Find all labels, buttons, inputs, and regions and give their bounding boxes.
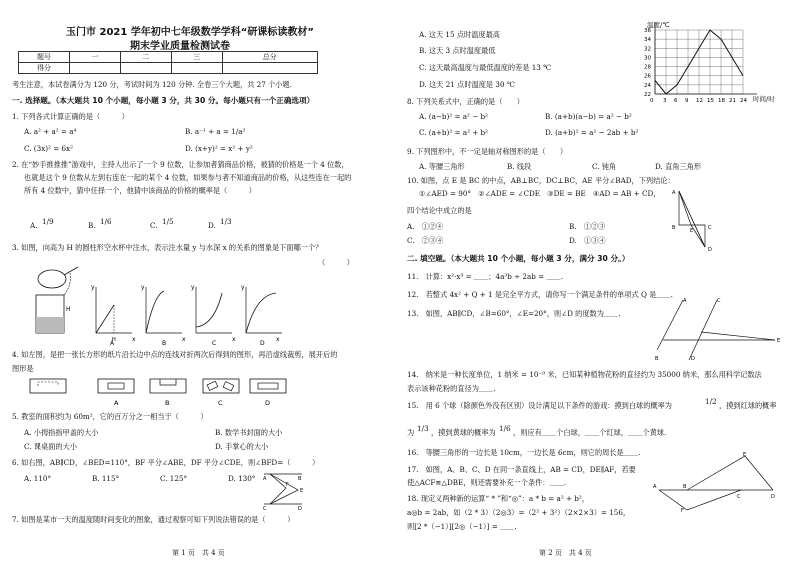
svg-text:D: D — [298, 506, 302, 510]
q5-option-d: D. 手掌心的大小 — [215, 442, 269, 451]
q18-stem-line3: 则[2 *（−1）][2◎（−1）] = ＿＿. — [407, 522, 517, 531]
chart-x-tick-label: 12 — [696, 98, 703, 104]
chart-x-axis-label: 时间/时 — [753, 95, 775, 103]
q6-option-d: D. 130° — [228, 474, 256, 483]
q4-option-a-shape — [98, 379, 134, 407]
q12-stem: 12. 若整式 4x² + Q + 1 是完全平方式，请你写一个满足条件的单项式 Q 是＿＿. — [407, 290, 673, 299]
svg-text:y: y — [191, 284, 195, 291]
chart-y-tick-label: 28 — [644, 64, 651, 71]
q15-stem-line2c: ，则应有＿＿个白球，＿＿个红球，＿＿个黄球. — [513, 428, 667, 437]
chart-x-tick-label: 9 — [685, 98, 689, 104]
q8-option-b: B. (a+b)(a−b) = a² − b² — [545, 112, 632, 121]
section-1-heading: 一. 选择题。（本大题共 10 个小题，每小题 3 分，共 30 分。每小题只有一个正确选项） — [12, 96, 315, 105]
score-table-header: 总分 — [222, 52, 317, 63]
q8-stem: 8. 下列关系式中，正确的是（ ） — [407, 97, 524, 106]
page-footer-left: 第 1 页 共 4 页 — [172, 549, 225, 557]
chart-y-tick-label: 26 — [644, 73, 651, 80]
chart-y-tick-label: 30 — [644, 55, 651, 62]
svg-text:B: B — [672, 225, 676, 231]
q15-stem-tail: ，摸到红球的概率 — [719, 401, 777, 410]
q15-stem-line1: 15. 用 6 个球（除颜色外没有区别）设计满足以下条件的游戏：摸到白球的概率为 — [407, 401, 672, 410]
svg-text:D: D — [708, 247, 712, 253]
q15-stem-line2a: 为 — [407, 428, 415, 437]
svg-text:C: C — [737, 494, 741, 500]
chart-origin-label: 0 — [650, 98, 654, 104]
score-table-header: 二 — [120, 52, 171, 63]
q2-stem-line3: 所有 4 位数中，猜中任择一个，他猜中该商品的价格的概率是（ ） — [24, 186, 256, 195]
svg-text:x: x — [182, 336, 186, 343]
q8-option-c: C. (a+b)² = a² + b² — [419, 128, 489, 137]
q10-stem-line2: ①∠AED = 90° ②∠ADE = ∠CDE ③DE = BE ④AD = AB + CD， — [419, 189, 661, 198]
q3-figure — [14, 265, 284, 345]
svg-text:C: C — [263, 506, 267, 510]
q17-stem-line1: 17. 如图，A、B、C、D 在同一条直线上，AB = CD，DE∥AF，若要 — [407, 465, 636, 474]
q2-option-b-value: 1/6 — [100, 217, 112, 226]
score-cell[interactable] — [171, 63, 222, 74]
page-footer-right: 第 2 页 共 4 页 — [539, 549, 592, 557]
q14-stem-line2: 表示该种花粉的直径为＿＿. — [407, 384, 496, 393]
chart-y-tick-label: 36 — [644, 28, 651, 34]
section-2-heading: 二. 填空题。（本大题共 10 个小题，每小题 3 分，满分 30 分。） — [407, 254, 630, 263]
q3-option-d: D — [260, 340, 265, 345]
svg-text:F: F — [286, 482, 289, 488]
q7-option-a: A. 这天 15 点时温度最高 — [419, 30, 500, 39]
q1-option-b: B. a⁻¹ + a = 1/a² — [185, 127, 246, 136]
kettle-icon — [38, 270, 66, 288]
water-fill — [36, 317, 64, 333]
score-cell[interactable] — [120, 63, 171, 74]
q3-paren: （ ） — [318, 258, 354, 267]
q4-option-d-shape — [250, 379, 286, 407]
q2-option-c-value: 1/5 — [162, 217, 174, 226]
q4-stem-line2: 图形是 — [12, 364, 34, 373]
q17-figure — [651, 450, 781, 512]
q2-option-b-label: B. — [88, 221, 96, 230]
q8-option-d: D. (a+b)² = a² − 2ab + b² — [545, 128, 639, 137]
q15-stem-line2b: ，摸到黄球的概率为 — [431, 428, 496, 437]
q9-option-d: D. 直角三角形 — [655, 162, 702, 171]
exam-title-line1: 玉门市 2021 学年初中七年级数学学科“研课标读教材” — [66, 27, 314, 38]
score-cell[interactable] — [222, 63, 317, 74]
q10-stem-line3: 四个结论中成立的是 — [407, 206, 472, 215]
q4-figure — [28, 375, 288, 410]
q3-graph-c — [191, 284, 236, 345]
q6-option-a: A. 110° — [24, 474, 52, 483]
q4-option-c: C — [218, 399, 223, 407]
q6-option-b: B. 115° — [92, 474, 120, 483]
q9-option-b: B. 线段 — [507, 162, 532, 171]
q15-white-probability: 1/2 — [705, 397, 717, 406]
svg-text:E: E — [777, 338, 781, 344]
q3-graph-b — [141, 284, 186, 345]
q2-option-d-value: 1/3 — [220, 217, 232, 226]
q9-stem: 9. 下列图形中，不一定是轴对称图形的是（ ） — [407, 147, 568, 156]
q18-stem-line1: 18. 现定义两种新的运算“ * ”和“◎”：a * b = a² + b²， — [407, 494, 589, 503]
right-page — [397, 0, 794, 562]
q4-option-c-shape — [203, 379, 239, 407]
score-table-header: 一 — [70, 52, 121, 63]
q18-stem-line2: a◎b = 2ab，如（2 * 3）（2◎3）=（2² + 3²）（2×2×3）= 156， — [407, 508, 631, 517]
q6-stem: 6. 如右图，AB∥CD，∠BED=110°，BF 平分∠ABE，DF 平分∠CDE，则∠BFD=（ ） — [12, 458, 320, 467]
q4-option-a: A — [114, 399, 119, 407]
q3-option-b: B — [162, 340, 167, 345]
q1-option-c: C. (3x)² = 6x² — [24, 144, 74, 153]
svg-text:x: x — [132, 336, 136, 343]
q10-figure — [671, 185, 727, 255]
q15-yellow-probability: 1/6 — [499, 424, 511, 433]
svg-text:A: A — [263, 476, 267, 482]
svg-text:C: C — [708, 225, 712, 231]
svg-text:A: A — [683, 298, 687, 304]
svg-text:E: E — [300, 488, 304, 494]
q5-option-c: C. 课桌面的大小 — [24, 442, 77, 451]
q16-stem: 16. 等腰三角形的一边长是 10cm，一边长是 6cm，则它的周长是＿＿. — [407, 448, 641, 457]
folded-paper — [30, 379, 66, 393]
svg-text:D: D — [771, 494, 775, 500]
q17-stem-line2: 使△ACF≌△DBE，则还需要补充一个条件：＿＿. — [407, 478, 567, 487]
q10-option-d: D. ①③④ — [569, 236, 606, 245]
chart-grid — [655, 30, 743, 94]
q4-option-b: B — [165, 399, 170, 407]
q7-stem: 7. 如图是某市一天的温度随时间变化的图象，通过观察可知下列说法错误的是（ ） — [12, 515, 295, 524]
svg-text:E: E — [743, 452, 747, 458]
q9-option-a: A. 等腰三角形 — [419, 162, 465, 171]
score-table-header: 题号 — [19, 52, 70, 63]
q8-option-a: A. (a−b)² = a² − b² — [419, 112, 488, 121]
q2-option-a-value: 1/9 — [42, 217, 54, 226]
svg-text:x: x — [232, 336, 236, 343]
chart-y-axis-label: 温度/℃ — [647, 21, 670, 29]
exam-intro: 考生注意，本试卷满分为 120 分，考试时间为 120 分钟. 全卷三个大题，共 27 个小题. — [12, 80, 292, 89]
q3-option-c: C — [212, 340, 217, 345]
chart-y-tick-label: 34 — [644, 37, 651, 44]
chart-x-tick-label: 3 — [663, 98, 667, 104]
q5-option-a: A. 小拇指指甲盖的大小 — [24, 428, 99, 437]
svg-text:B: B — [298, 476, 302, 482]
chart-axes — [655, 22, 757, 94]
svg-text:B: B — [683, 484, 687, 490]
q2-option-d-label: D. — [208, 221, 216, 230]
q14-stem-line1: 14. 纳米是一种长度单位，1 纳米 = 10⁻⁹ 米，已知某种植物花粉的直径约为 35000 纳米，那么用科学记数法 — [407, 370, 762, 379]
svg-text:D: D — [691, 356, 695, 362]
q4-option-b-shape — [150, 379, 186, 407]
score-table — [18, 51, 318, 74]
temperature-chart — [635, 18, 785, 110]
q3-h-label: H — [66, 306, 71, 313]
q10-option-a: A. ①②④ — [407, 222, 444, 231]
q7-option-d: D. 这天 21 点时温度是 30 ℃ — [419, 80, 515, 89]
q2-stem-line1: 2. 在“妙手推推推”游戏中，主持人出示了一个 9 位数，让参加者猜商品价格，被猜的价格是一个 4 位数， — [12, 160, 349, 169]
q6-option-c: C. 125° — [160, 474, 188, 483]
svg-text:x: x — [276, 336, 280, 343]
q5-stem: 5. 教室的面积约为 60m²，它的百万分之一相当于（ ） — [12, 412, 208, 421]
q15-red-probability: 1/3 — [417, 424, 429, 433]
q11-stem: 11. 计算：x²·x³ = ＿＿；4a³b ÷ 2ab = ＿＿. — [407, 272, 564, 281]
chart-y-tick-label: 22 — [644, 92, 651, 98]
cut-line — [38, 382, 58, 386]
chart-y-tick-label: 24 — [644, 82, 651, 89]
chart-x-tick-label: 18 — [718, 98, 725, 104]
q1-option-a: A. a² + a² = a⁴ — [24, 127, 77, 136]
svg-text:y: y — [241, 284, 245, 291]
q1-option-d: D. (x+y)² = x² + y² — [185, 144, 253, 153]
svg-text:A: A — [672, 190, 676, 196]
q3-graph-a — [91, 284, 136, 345]
score-table-header: 三 — [171, 52, 222, 63]
chart-y-tick-label: 32 — [644, 46, 651, 53]
q13-figure — [653, 296, 783, 362]
q7-option-b: B. 这天 3 点时温度最低 — [419, 46, 496, 55]
svg-text:H: H — [112, 337, 116, 343]
q2-stem-line2: 也就是这个 9 位数从左到右连在一起的某个 4 位数，如果参与者不知道商品的价格，从这些连在一起的 — [24, 173, 352, 182]
q6-figure — [262, 470, 307, 510]
svg-text:A: A — [653, 484, 657, 490]
svg-text:F: F — [681, 508, 684, 512]
svg-text:E: E — [690, 228, 694, 234]
q13-stem: 13. 如图，AB∥CD，∠B=60°，∠E=20°，则∠D 的度数为＿＿. — [407, 309, 621, 318]
chart-x-tick-label: 21 — [729, 98, 736, 104]
chart-x-tick-label: 15 — [707, 98, 714, 104]
q2-option-a-label: A. — [30, 221, 38, 230]
q4-stem-line1: 4. 如左图，是把一张长方形的纸片沿长边中点的连线对折两次后得到的图形，再沿虚线裁剪，展开后的 — [12, 350, 338, 359]
q10-stem-line1: 10. 如图，点 E 是 BC 的中点，AB⊥BC，DC⊥BC，AE 平分∠BAD，下列结论： — [407, 176, 675, 185]
q5-option-b: B. 数学书封面的大小 — [215, 428, 283, 437]
q9-option-c: C. 钝角 — [592, 162, 617, 171]
q2-option-c-label: C. — [150, 221, 158, 230]
chart-x-tick-label: 24 — [740, 98, 747, 104]
kettle-spout — [64, 267, 78, 275]
exam-title-line2: 期末学业质量检测试卷 — [130, 41, 230, 52]
svg-text:y: y — [91, 284, 95, 291]
q3-option-a: A — [110, 340, 115, 345]
svg-text:C: C — [717, 298, 721, 304]
q4-option-d: D — [265, 399, 271, 407]
q7-option-c: C. 这天最高温度与最低温度的差是 13 ℃ — [419, 63, 552, 72]
svg-text:B: B — [655, 356, 659, 362]
svg-text:y: y — [141, 284, 145, 291]
q3-graph-d — [241, 284, 282, 345]
q10-option-b: B. ①②③ — [569, 222, 606, 231]
score-row-label: 得分 — [19, 63, 70, 74]
q3-stem: 3. 如图，向高为 H 的圆柱形空水杯中注水，表示注水量 y 与水深 x 的关系的图象是下面哪一个？ — [12, 243, 323, 252]
chart-x-tick-label: 6 — [674, 98, 678, 104]
score-cell[interactable] — [70, 63, 121, 74]
q1-stem: 1. 下列各式计算正确的是（ ） — [12, 112, 129, 121]
q10-option-c: C. ②③④ — [407, 236, 444, 245]
